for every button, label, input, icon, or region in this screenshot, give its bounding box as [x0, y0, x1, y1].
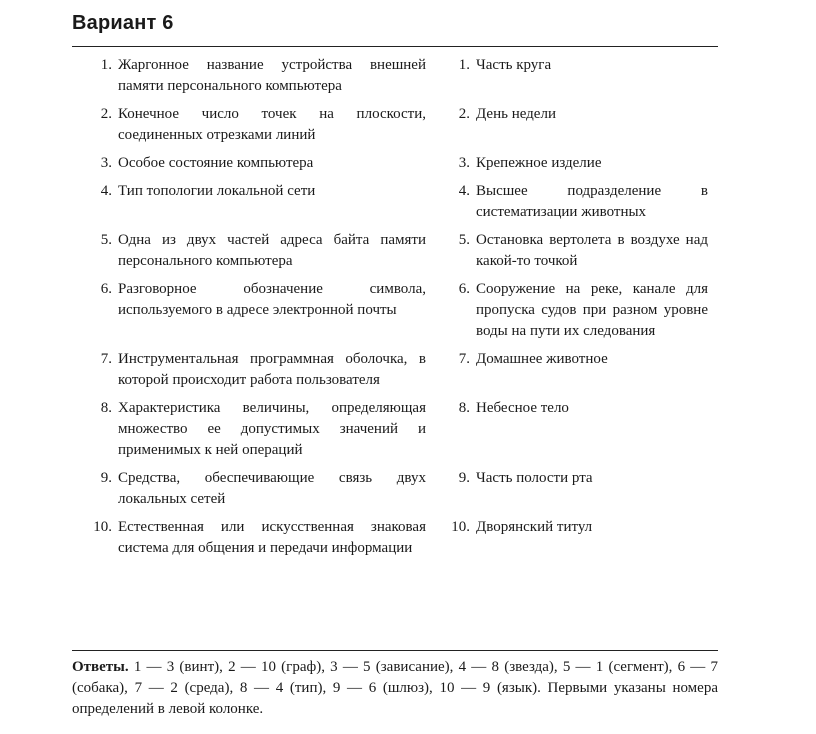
right-text: Крепежное изделие: [476, 155, 602, 171]
right-number: 9.: [458, 470, 470, 486]
table-row: [72, 279, 718, 342]
left-text: Разговорное обозначение символа, используемого в адресе электронной почты: [118, 281, 426, 318]
left-text: Особое состояние компьютера: [118, 155, 314, 171]
right-text: Дворянский титул: [476, 519, 593, 535]
right-text: День недели: [476, 106, 556, 122]
right-number: 8.: [458, 400, 470, 416]
left-definition: [72, 468, 426, 510]
right-number: 2.: [458, 106, 470, 122]
bottom-divider: [72, 650, 718, 651]
left-definition: [72, 104, 426, 146]
right-text: Высшее подразделение в систематизации животных: [476, 183, 708, 220]
table-row: [72, 349, 718, 391]
right-definition: [426, 104, 708, 146]
right-definition: [426, 153, 708, 174]
right-text: Часть круга: [476, 57, 552, 73]
right-number: 1.: [458, 57, 470, 73]
right-number: 4.: [458, 183, 470, 199]
table-row: [72, 230, 718, 272]
answers-paragraph: [72, 657, 718, 720]
right-number: 5.: [458, 232, 470, 248]
left-number: 5.: [100, 232, 112, 248]
right-number: 10.: [451, 519, 470, 535]
right-definition: [426, 55, 708, 97]
right-text: Сооружение на реке, канале для пропуска судов при разном уровне воды на пути их следования: [476, 281, 708, 339]
left-text: Средства, обеспечивающие связь двух локальных сетей: [118, 470, 426, 507]
right-number: 7.: [458, 351, 470, 367]
left-definition: [72, 230, 426, 272]
left-number: 8.: [100, 400, 112, 416]
left-definition: [72, 349, 426, 391]
right-definition: [426, 398, 708, 461]
table-row: [72, 104, 718, 146]
table-row: [72, 517, 718, 559]
left-text: Конечное число точек на плоскости, соединенных отрезками линий: [118, 106, 426, 143]
left-number: 3.: [100, 155, 112, 171]
answers-text: 1 — 3 (винт), 2 — 10 (граф), 3 — 5 (зависание), 4 — 8 (звезда), 5 — 1 (сегмент), 6 — 7 (собака), 7 — 2 (среда), 8 — 4 (тип), 9 — 6 (шлюз), 10 — 9 (язык). Первыми указаны номера определений в левой колонке.: [72, 659, 718, 717]
right-text: Небесное тело: [476, 400, 569, 416]
left-definition: [72, 279, 426, 342]
right-text: Домашнее животное: [476, 351, 608, 367]
left-definition: [72, 398, 426, 461]
right-definition: [426, 517, 708, 559]
table-row: [72, 181, 718, 223]
definitions-table: [72, 55, 718, 566]
left-definition: [72, 55, 426, 97]
left-number: 2.: [100, 106, 112, 122]
right-definition: [426, 349, 708, 391]
left-text: Естественная или искусственная знаковая система для общения и передачи информации: [118, 519, 426, 556]
table-row: [72, 468, 718, 510]
page-title: Вариант 6: [72, 12, 174, 34]
right-number: 6.: [458, 281, 470, 297]
left-text: Тип топологии локальной сети: [118, 183, 316, 199]
right-text: Остановка вертолета в воздухе над какой-то точкой: [476, 232, 708, 269]
right-number: 3.: [458, 155, 470, 171]
table-row: [72, 55, 718, 97]
left-number: 7.: [100, 351, 112, 367]
left-text: Характеристика величины, определяющая множество ее допустимых значений и применимых к ней операций: [118, 400, 426, 458]
right-text: Часть полости рта: [476, 470, 593, 486]
left-number: 1.: [100, 57, 112, 73]
top-divider: [72, 46, 718, 47]
right-definition: [426, 279, 708, 342]
left-definition: [72, 517, 426, 559]
answers-label: Ответы.: [72, 659, 129, 675]
left-text: Инструментальная программная оболочка, в которой происходит работа пользователя: [118, 351, 426, 388]
right-definition: [426, 230, 708, 272]
right-definition: [426, 181, 708, 223]
left-definition: [72, 181, 426, 223]
left-number: 6.: [100, 281, 112, 297]
left-definition: [72, 153, 426, 174]
right-definition: [426, 468, 708, 510]
left-number: 9.: [100, 470, 112, 486]
left-text: Жаргонное название устройства внешней памяти персонального компьютера: [118, 57, 426, 94]
table-row: [72, 153, 718, 174]
left-number: 4.: [100, 183, 112, 199]
table-row: [72, 398, 718, 461]
left-text: Одна из двух частей адреса байта памяти персонального компьютера: [118, 232, 426, 269]
left-number: 10.: [93, 519, 112, 535]
